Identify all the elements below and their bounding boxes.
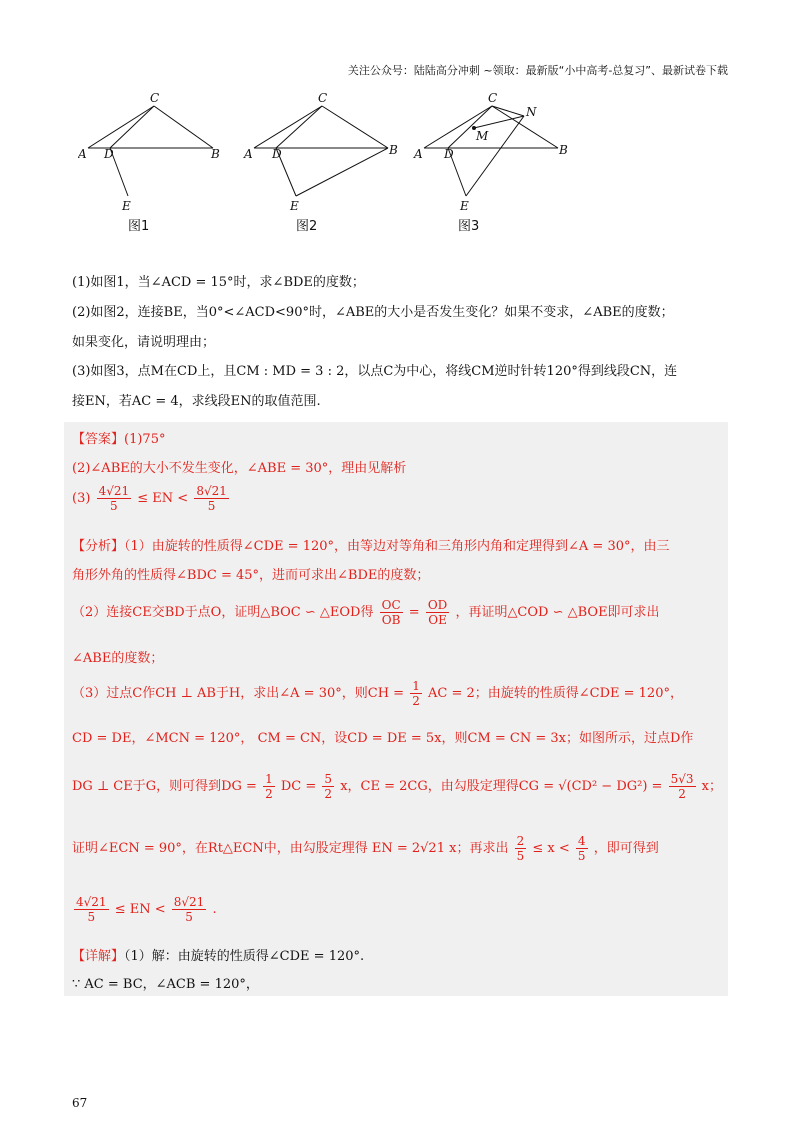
question-2-line-1: (2)如图2，连接BE，当0°<∠ACD<90°时，∠ABE的大小是否发生变化？如果不变求，∠ABE的度数； — [72, 305, 674, 320]
detail-line-1: 【详解】（1）解：由旋转的性质得∠CDE = 120°. — [72, 949, 365, 964]
fig2-caption: 图2 — [296, 219, 318, 234]
label-d3: D — [444, 147, 454, 161]
label-e2: E — [290, 199, 299, 213]
answer-3: (3) $\frac{4√21}{5}$ ≤ EN < $\frac{8√21}{5}$ — [72, 484, 227, 513]
analysis-3-line-3: DG ⊥ CE于G，则可得到DG = $\frac{1}{2}$ DC = $\frac{5}{2}$ x，CE = 2CG，由勾股定理得CG = √(CD² − DG²) = $\frac{5√3}{2}$ x； — [72, 772, 722, 801]
geometry-figures — [78, 92, 598, 242]
label-c3: C — [488, 92, 498, 105]
label-n3: N — [526, 105, 537, 119]
label-c2: C — [318, 92, 328, 105]
analysis-3-line-1: （3）过点C作CH ⊥ AB于H，求出∠A = 30°，则CH = $\frac{1}{2}$ AC = 2；由旋转的性质得∠CDE = 120°， — [72, 679, 683, 708]
label-b3: B — [559, 143, 568, 157]
label-m3: M — [476, 129, 489, 143]
page-number: 67 — [72, 1096, 88, 1110]
fig1-caption: 图1 — [128, 219, 150, 234]
label-d2: D — [272, 147, 282, 161]
question-3-line-2: 接EN，若AC = 4，求线段EN的取值范围. — [72, 394, 321, 409]
question-3-line-1: (3)如图3，点M在CD上，且CM : MD = 3 : 2，以点C为中心，将线CM逆时针转120°得到线段CN，连 — [72, 364, 678, 379]
answer-2: (2)∠ABE的大小不发生变化，∠ABE = 30°，理由见解析 — [72, 461, 407, 476]
label-a3: A — [414, 147, 423, 161]
label-b2: B — [389, 143, 398, 157]
fig3-caption: 图3 — [458, 219, 480, 234]
analysis-2-line-1: （2）连接CE交BD于点O，证明△BOC ∽ △EOD得 $\frac{OC}{OB}$ = $\frac{OD}{OE}$ ，再证明△COD ∽ △BOE即可求出 — [72, 598, 660, 627]
label-a1: A — [78, 147, 87, 161]
analysis-3-line-5: $\frac{4√21}{5}$ ≤ EN < $\frac{8√21}{5}$ . — [76, 895, 217, 924]
analysis-3-line-2: CD = DE，∠MCN = 120°， CM = CN，设CD = DE = 5x，则CM = CN = 3x；如图所示，过点D作 — [72, 731, 694, 746]
analysis-3-line-4: 证明∠ECN = 90°，在Rt△ECN中，由勾股定理得 EN = 2√21 x；再求出 $\frac{2}{5}$ ≤ x < $\frac{4}{5}$ ，即可得到 — [72, 834, 659, 863]
detail-tag: 【详解】 — [72, 949, 125, 964]
answer-tag: 【答案】 — [72, 432, 125, 447]
detail-line-2: ∵ AC = BC，∠ACB = 120°， — [72, 977, 259, 992]
analysis-tag: 【分析】 — [72, 539, 125, 554]
analysis-2-line-2: ∠ABE的度数； — [72, 651, 164, 666]
label-e1: E — [122, 199, 131, 213]
analysis-1-line-1: 【分析】（1）由旋转的性质得∠CDE = 120°，由等边对等角和三角形内角和定理得到∠A = 30°，由三 — [72, 539, 670, 554]
figures — [78, 92, 598, 242]
page-header: 关注公众号：陆陆高分冲刺 ~领取：最新版“小中高考-总复习”、最新试卷下载 — [347, 64, 728, 77]
question-2-line-2: 如果变化，请说明理由； — [72, 335, 216, 350]
label-b1: B — [211, 147, 220, 161]
analysis-1-line-2: 角形外角的性质得∠BDC = 45°，进而可求出∠BDE的度数； — [72, 568, 430, 583]
label-e3: E — [460, 199, 469, 213]
label-a2: A — [244, 147, 253, 161]
label-d1: D — [104, 147, 114, 161]
label-c1: C — [150, 92, 160, 105]
answer-1: 【答案】(1)75° — [72, 432, 166, 447]
question-1: (1)如图1，当∠ACD = 15°时，求∠BDE的度数； — [72, 275, 365, 290]
